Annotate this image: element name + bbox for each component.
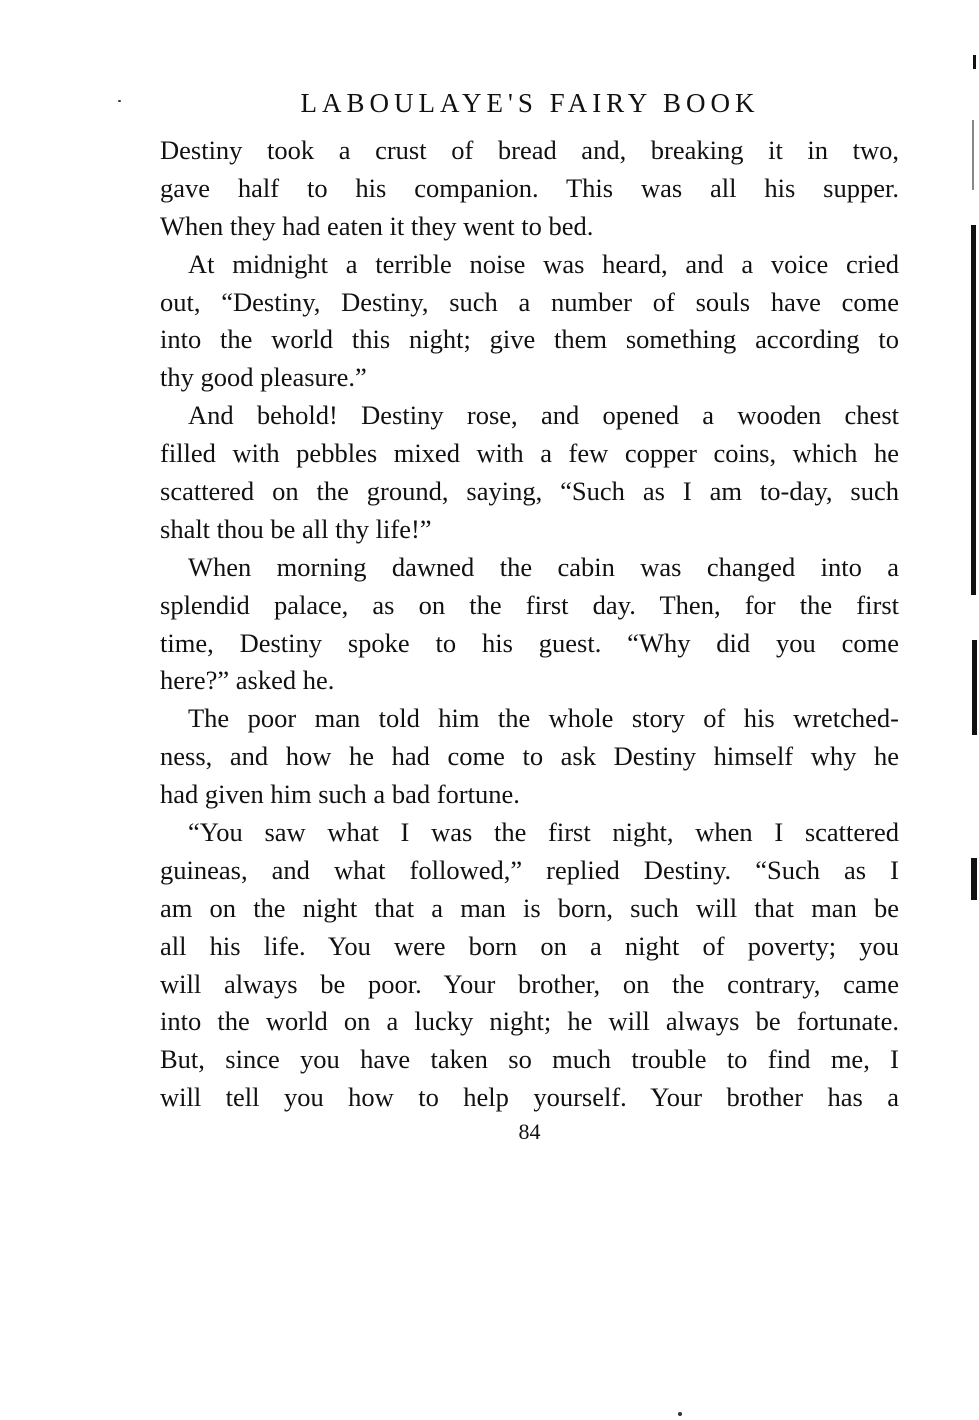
scan-edge-mark (971, 858, 977, 900)
text-line: am on the night that a man is born, such will that man be (160, 892, 899, 923)
text-line: ness, and how he had come to ask Destiny himself why he (160, 741, 899, 772)
text-line: At midnight a terrible noise was heard, and a voice cried (188, 248, 899, 279)
text-line: out, “Destiny, Destiny, such a number of souls have come (160, 286, 899, 317)
text-line: guineas, and what followed,” replied Destiny. “Such as I (160, 854, 899, 885)
text-line: When they had eaten it they went to bed. (160, 210, 594, 241)
text-line: gave half to his companion. This was all his supper. (160, 172, 899, 203)
scan-speck (678, 1412, 682, 1416)
text-line: When morning dawned the cabin was changed into a (188, 551, 899, 582)
text-line: time, Destiny spoke to his guest. “Why did you come (160, 627, 899, 658)
text-line: filled with pebbles mixed with a few copper coins, which he (160, 438, 899, 469)
text-line: splendid palace, as on the first day. Then, for the first (160, 589, 899, 620)
scan-edge-mark (972, 120, 974, 190)
text-line: “You saw what I was the first night, when I scattered (188, 817, 899, 848)
running-head: LABOULAYE'S FAIRY BOOK (300, 88, 760, 118)
text-line: And behold! Destiny rose, and opened a wooden chest (188, 400, 899, 431)
text-line: had given him such a bad fortune. (160, 779, 520, 810)
text-line: into the world this night; give them something according to (160, 324, 899, 355)
text-line: shalt thou be all thy life!” (160, 513, 432, 544)
text-line: scattered on the ground, saying, “Such as I am to-day, such (160, 476, 899, 507)
text-line: The poor man told him the whole story of his wretched- (188, 703, 899, 734)
scan-speck (118, 100, 121, 102)
text-line: will tell you how to help yourself. Your brother has a (160, 1082, 899, 1113)
text-line: will always be poor. Your brother, on the contrary, came (160, 968, 899, 999)
scan-edge-mark (973, 55, 976, 69)
page-number: 84 (518, 1119, 541, 1144)
text-line: here?” asked he. (160, 665, 335, 696)
text-line: thy good pleasure.” (160, 362, 367, 393)
text-line: But, since you have taken so much trouble to find me, I (160, 1044, 899, 1075)
text-line: Destiny took a crust of bread and, breaking it in two, (160, 135, 899, 165)
body-text (160, 132, 899, 1117)
scan-edge-mark (972, 640, 977, 735)
text-line: all his life. You were born on a night of poverty; you (160, 930, 899, 961)
scan-edge-mark (971, 225, 976, 595)
text-line: into the world on a lucky night; he will always be fortunate. (160, 1006, 899, 1037)
